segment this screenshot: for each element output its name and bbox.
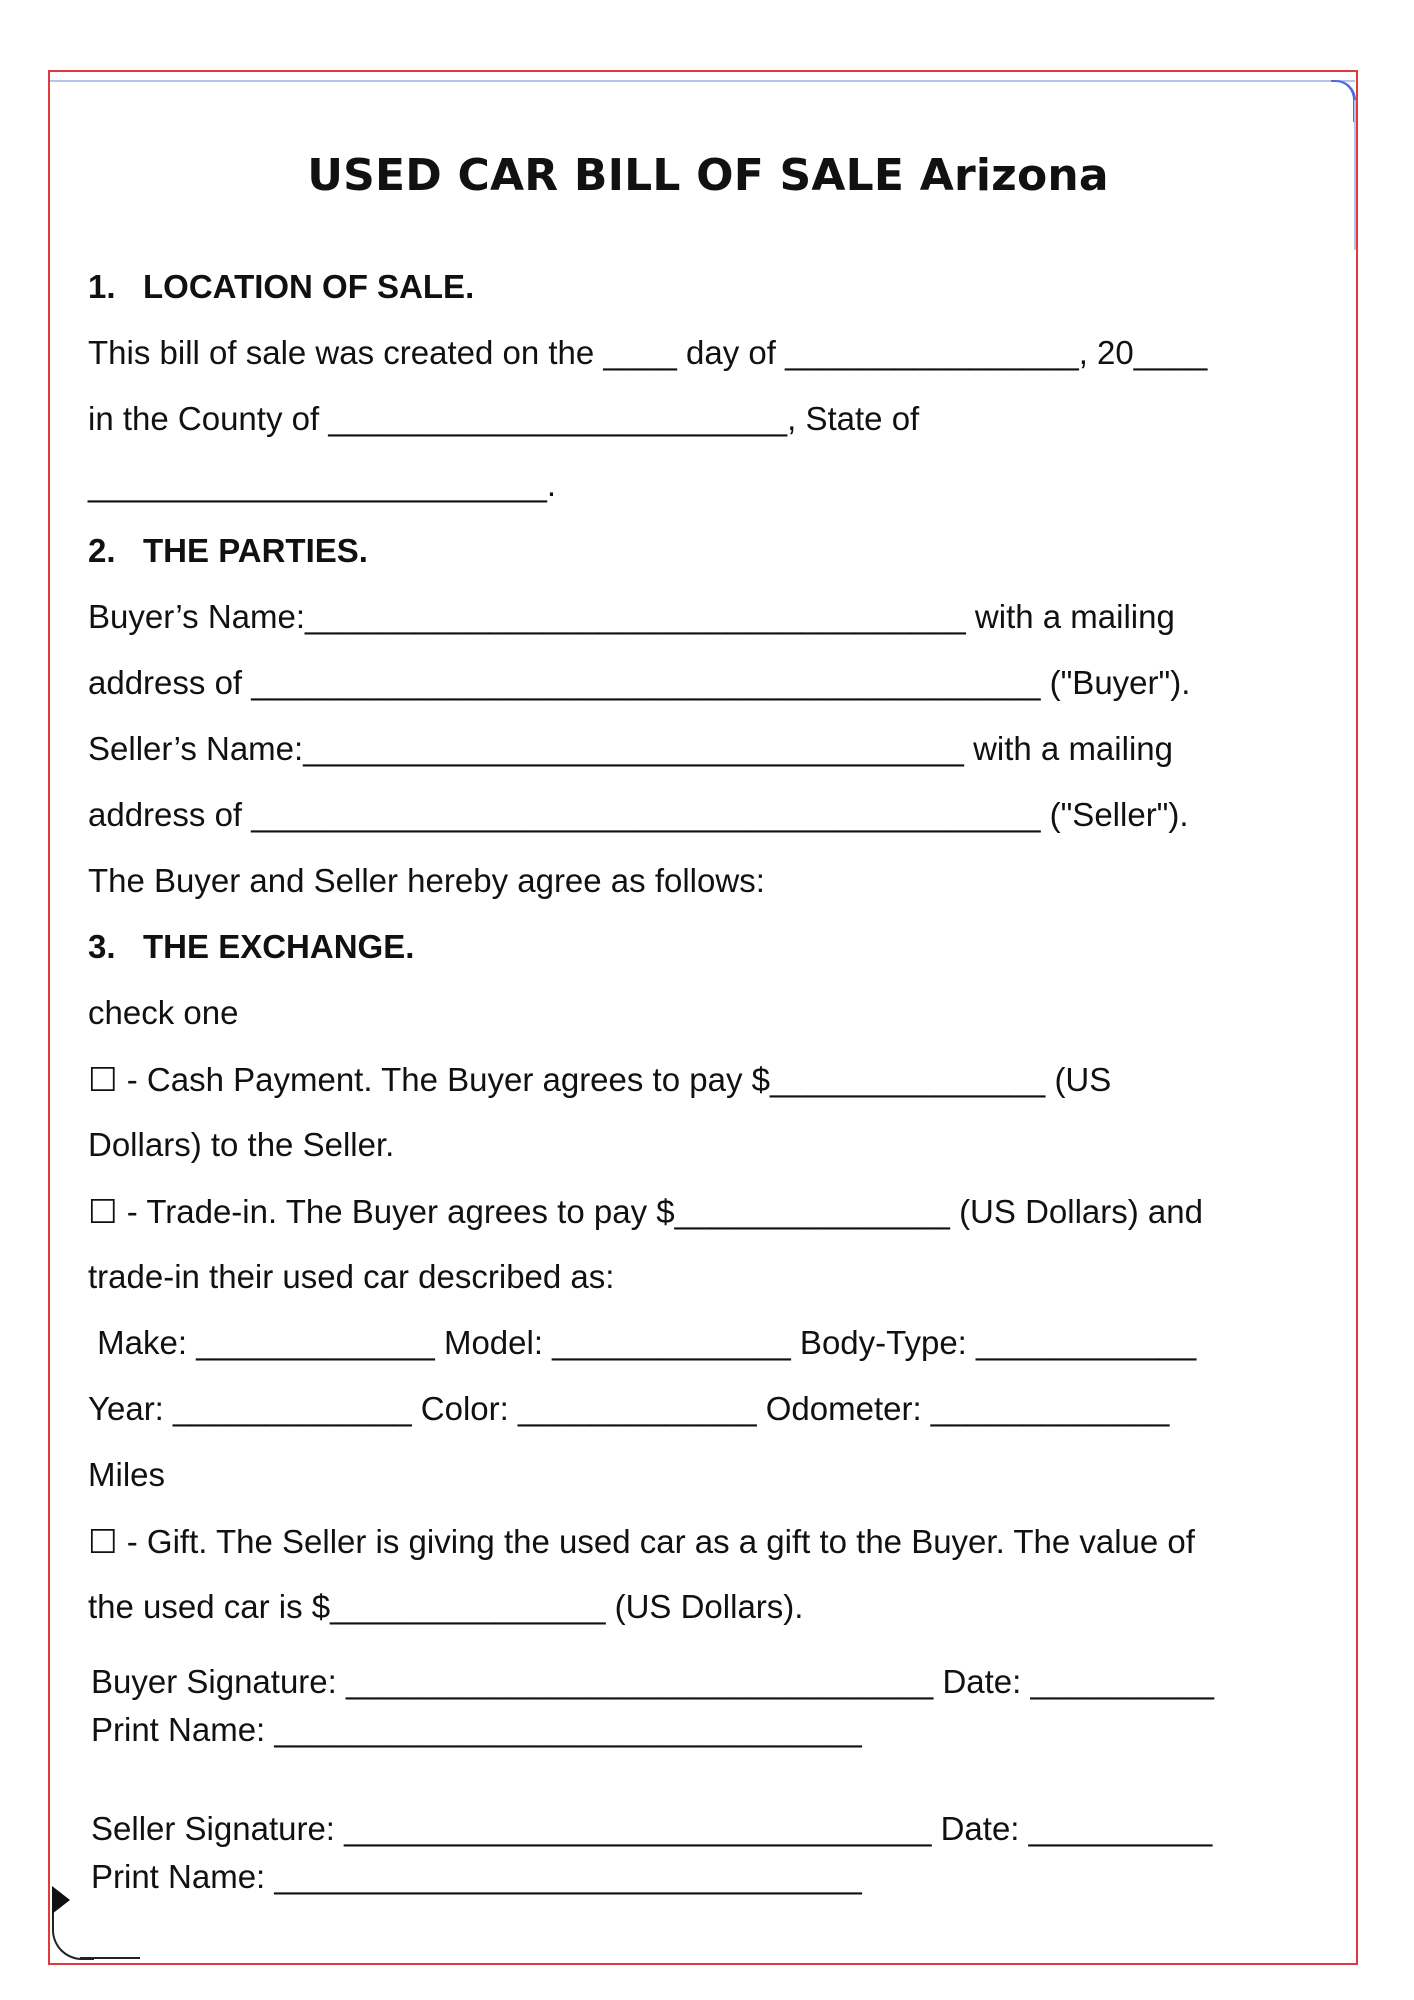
buyer-signature-line: Buyer Signature: ________________________________ Date: __________ <box>91 1663 1215 1700</box>
parties-line: Seller’s Name:____________________________________ with a mailing <box>88 730 1173 767</box>
page-marker-arrow-icon <box>52 1886 70 1914</box>
seller-print-name-line: Print Name: ________________________________ <box>91 1858 862 1895</box>
parties-line: address of ___________________________________________ ("Buyer"). <box>88 664 1191 701</box>
exchange-vehicle-line: Year: _____________ Color: _____________ Odometer: _____________ <box>88 1390 1170 1427</box>
parties-line: The Buyer and Seller hereby agree as follows: <box>88 862 765 899</box>
seller-signature-line: Seller Signature: ________________________________ Date: __________ <box>91 1810 1213 1847</box>
exchange-option-cash: ☐ - Cash Payment. The Buyer agrees to pay $_______________ (US <box>88 1061 1112 1098</box>
page-bottom-edge <box>80 1957 140 1959</box>
buyer-print-name-line: Print Name: ________________________________ <box>91 1711 862 1748</box>
exchange-line: trade-in their used car described as: <box>88 1258 615 1295</box>
exchange-line: check one <box>88 994 239 1031</box>
section-heading-exchange: 3. THE EXCHANGE. <box>88 928 415 965</box>
section-heading-location: 1. LOCATION OF SALE. <box>88 268 475 305</box>
location-line: This bill of sale was created on the ____ day of ________________, 20____ <box>88 334 1208 371</box>
exchange-vehicle-line: Make: _____________ Model: _____________ Body-Type: ____________ <box>88 1324 1197 1361</box>
exchange-line: the used car is $_______________ (US Dollars). <box>88 1588 804 1625</box>
section-heading-parties: 2. THE PARTIES. <box>88 532 368 569</box>
page-top-edge <box>50 80 1355 82</box>
document-title: USED CAR BILL OF SALE Arizona <box>307 150 1109 201</box>
exchange-line: Miles <box>88 1456 166 1493</box>
exchange-option-gift: ☐ - Gift. The Seller is giving the used car as a gift to the Buyer. The value of <box>88 1523 1195 1560</box>
location-line: _________________________. <box>88 466 556 503</box>
exchange-line: Dollars) to the Seller. <box>88 1126 395 1163</box>
location-line: in the County of _________________________, State of <box>88 400 920 437</box>
exchange-option-trade-in: ☐ - Trade-in. The Buyer agrees to pay $_______________ (US Dollars) and <box>88 1193 1203 1230</box>
parties-line: Buyer’s Name:____________________________________ with a mailing <box>88 598 1175 635</box>
page-right-edge <box>1354 100 1356 250</box>
parties-line: address of ___________________________________________ ("Seller"). <box>88 796 1189 833</box>
